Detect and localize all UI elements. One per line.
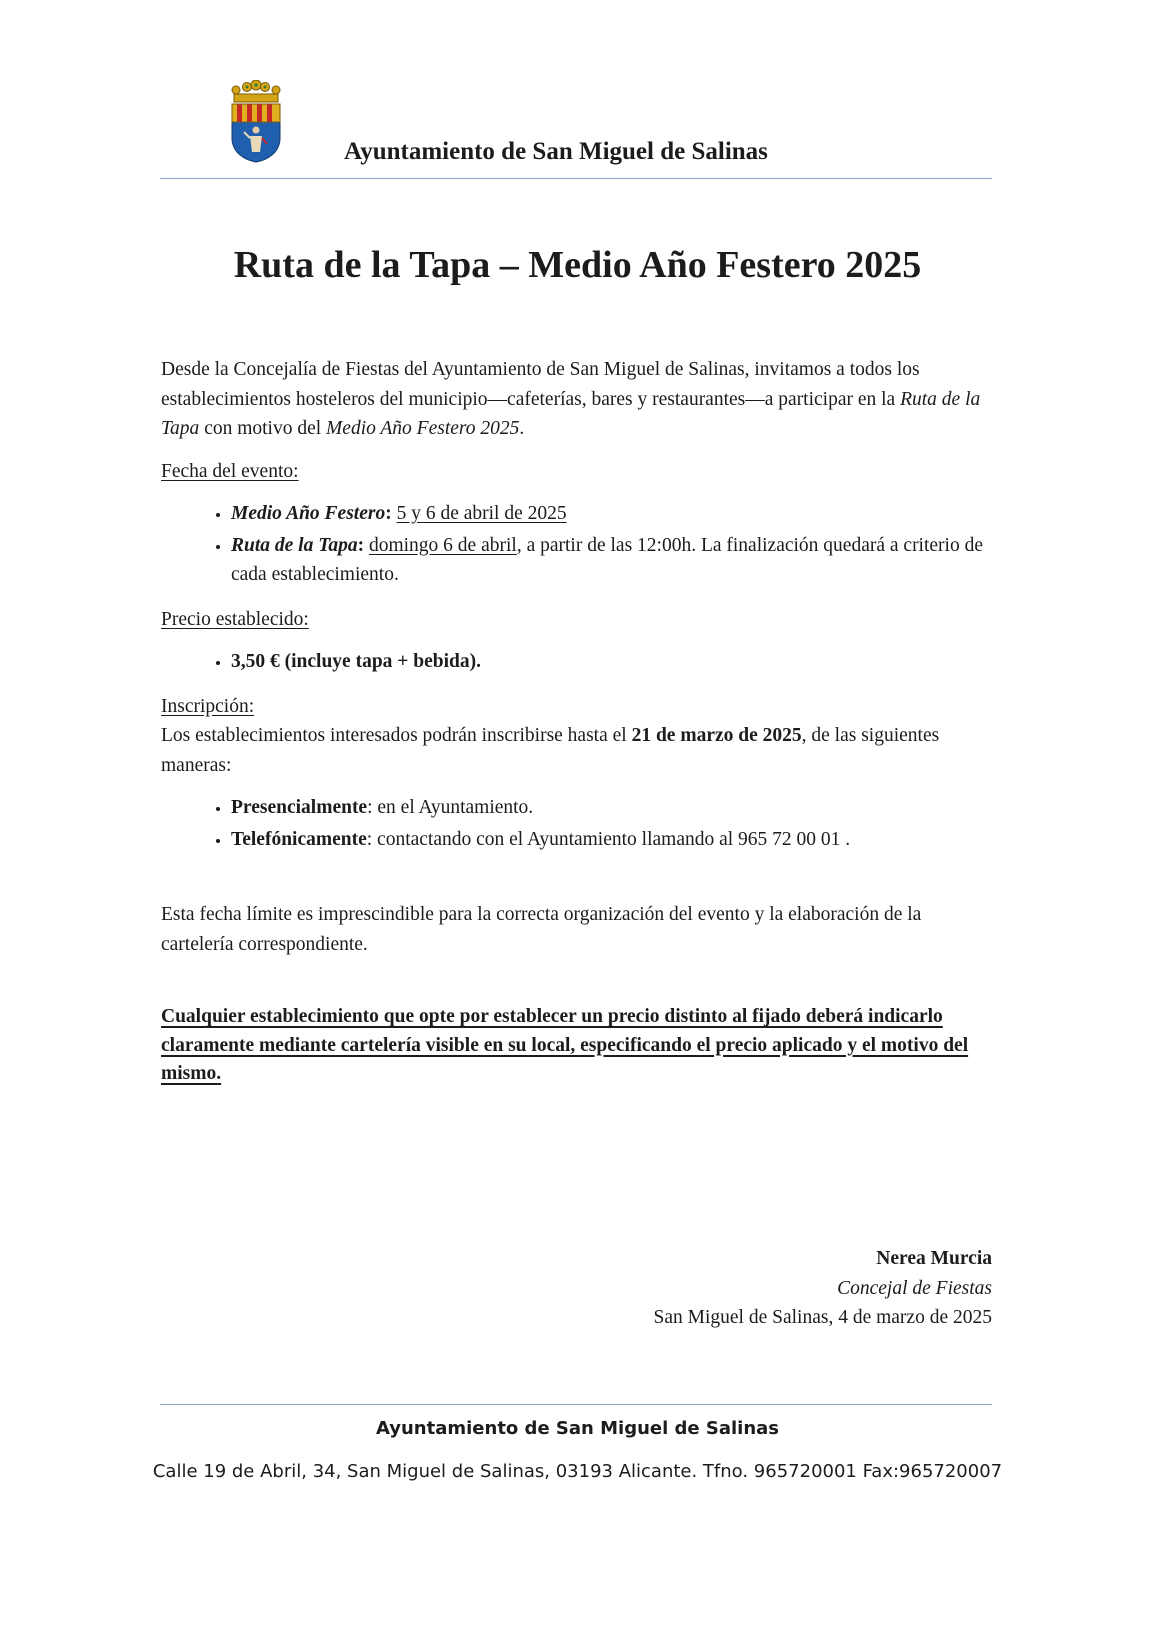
price-list xyxy=(161,647,991,677)
event-item-value: domingo 6 de abril xyxy=(368,534,517,556)
registration-paragraph xyxy=(161,721,991,780)
registration-heading: Inscripción: xyxy=(161,695,255,717)
intro-em-ruta: Ruta de la Tapa xyxy=(161,388,981,439)
intro-text-2: con motivo del xyxy=(199,418,327,439)
coat-of-arms-icon xyxy=(228,80,284,164)
list-item xyxy=(231,825,991,855)
registration-method-text: : en el Ayuntamiento. xyxy=(367,797,534,818)
deadline-note: Esta fecha límite es imprescindible para la correcta organización del evento y la elaboración de la cartelería correspondiente. xyxy=(161,904,922,955)
registration-deadline: 21 de marzo de 2025 xyxy=(631,725,802,746)
footer-address: Calle 19 de Abril, 34, San Miguel de Salinas, 03193 Alicante. Tfno. 965720001 Fax:965720007 xyxy=(152,1461,1003,1482)
registration-text-2: , de las siguientes maneras: xyxy=(161,725,940,776)
signatory-role: Concejal de Fiestas xyxy=(837,1277,992,1299)
event-item-label: Ruta de la Tapa xyxy=(231,534,358,556)
intro-text-3: . xyxy=(519,418,525,439)
event-item-value: 5 y 6 de abril de 2025 xyxy=(396,503,567,524)
event-item-rest: , a partir de las 12:00h. La finalización quedará a criterio de cada establecimiento. xyxy=(231,534,983,585)
header-title: Ayuntamiento de San Miguel de Salinas xyxy=(344,138,768,165)
price-heading: Precio establecido: xyxy=(161,608,309,630)
registration-method-text: : contactando con el Ayuntamiento llamando al 965 72 00 01 . xyxy=(366,828,851,850)
registration-list xyxy=(161,793,991,854)
registration-text-1: Los establecimientos interesados podrán inscribirse hasta el xyxy=(161,725,632,746)
price-value: 3,50 € (incluye tapa + bebida). xyxy=(231,651,482,672)
list-item xyxy=(231,793,991,823)
intro-paragraph xyxy=(161,355,991,444)
list-item xyxy=(231,531,991,590)
place-date: San Miguel de Salinas, 4 de marzo de 2025 xyxy=(653,1307,992,1328)
event-dates-list xyxy=(161,499,991,590)
list-item xyxy=(231,499,991,529)
event-item-label: Medio Año Festero xyxy=(231,503,386,524)
intro-em-medio-ano: Medio Año Festero 2025 xyxy=(326,418,520,439)
separator: : xyxy=(385,503,397,524)
price-notice: Cualquier establecimiento que opte por establecer un precio distinto al fijado deberá indicarlo claramente mediante cartelería visible en su local, especificando el precio aplicado y el motivo del mismo. xyxy=(161,1006,969,1084)
header-divider xyxy=(160,178,992,179)
registration-method-label: Telefónicamente xyxy=(231,828,367,850)
registration-method-label: Presencialmente xyxy=(231,797,368,818)
footer-title: Ayuntamiento de San Miguel de Salinas xyxy=(375,1418,780,1439)
document-body xyxy=(161,355,991,1089)
signatory-name: Nerea Murcia xyxy=(876,1248,992,1269)
footer-divider xyxy=(160,1404,992,1405)
event-dates-heading: Fecha del evento: xyxy=(161,460,299,482)
intro-text-1: Desde la Concejalía de Fiestas del Ayuntamiento de San Miguel de Salinas, invitamos a todos los establecimientos hosteleros del municipio—cafeterías, bares y restaurantes—a participar en la xyxy=(161,359,920,410)
signature-block xyxy=(654,1244,992,1333)
list-item xyxy=(231,647,991,677)
document-title: Ruta de la Tapa – Medio Año Festero 2025 xyxy=(233,244,922,286)
separator: : xyxy=(357,534,369,556)
